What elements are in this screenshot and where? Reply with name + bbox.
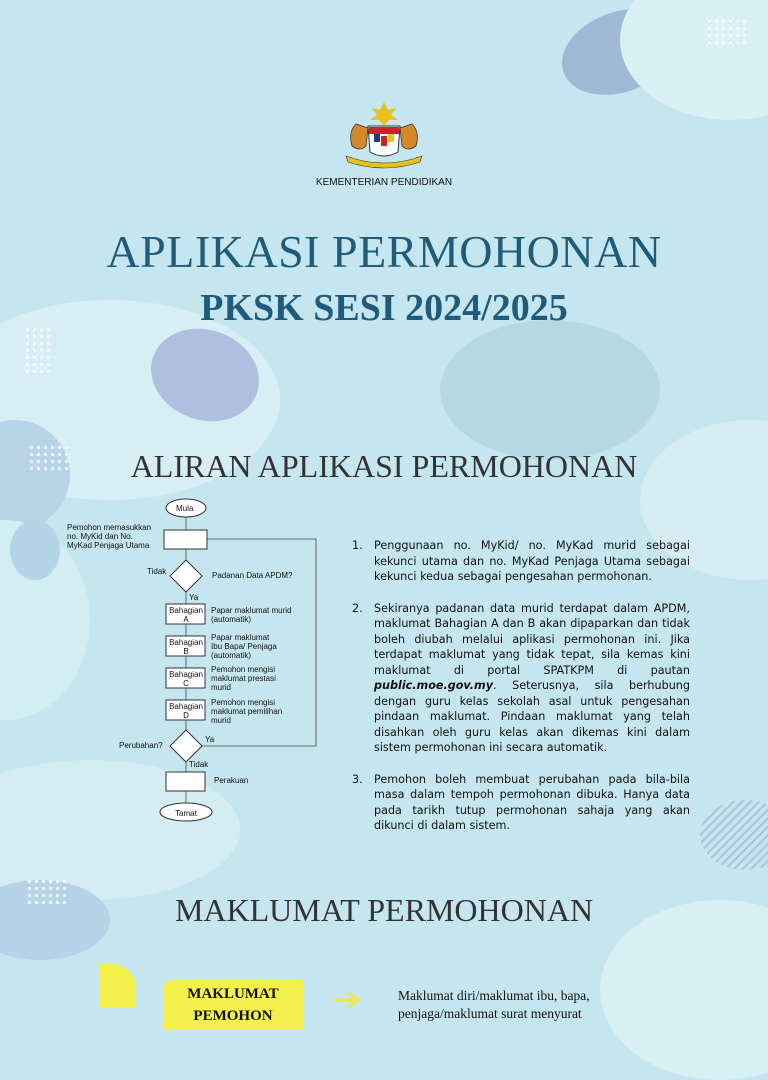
list-item: 3. Pemohon boleh membuat perubahan pada bila-bila masa dalam tempoh permohonan dibuka. Hanya data pada tarikh tutup permohonan sahaja yang akan dikunci di dalam sistem. xyxy=(352,772,690,832)
info-heading: MAKLUMAT PERMOHONAN xyxy=(174,892,594,928)
flow-section-c-note: Pemohon mengisi maklumat prestasi murid xyxy=(211,665,276,692)
coat-of-arms-icon xyxy=(338,100,430,170)
bg-dots xyxy=(24,326,54,376)
flow-decision-node xyxy=(170,560,202,592)
bg-stripes xyxy=(700,800,768,870)
flow-section-a: Bahagian A xyxy=(169,606,203,624)
bg-blob xyxy=(10,520,60,580)
flow-section-d-note: Pemohon mengisi maklumat pemilihan murid xyxy=(211,698,283,725)
flow-decision-node xyxy=(170,730,202,762)
flow-start-label: Mula xyxy=(176,504,194,513)
list-item: 1. Penggunaan no. MyKid/ no. MyKad murid sebagai kekunci utama dan no. MyKad Penjaga Utama sebagai kekunci kedua sebagai pengesahan permohonan. xyxy=(352,539,690,583)
flow-confirm-node xyxy=(166,772,205,791)
page-title: APLIKASI PERMOHONAN xyxy=(106,226,662,277)
flow-section-d: Bahagian D xyxy=(169,702,203,720)
flow-no-label: Tidak xyxy=(147,567,167,576)
highlight-fold xyxy=(100,964,136,1008)
flow-section-a-note: Papar maklumat murid (automatik) xyxy=(211,606,292,624)
flow-yes-label: Ya xyxy=(189,593,199,602)
flow-heading: ALIRAN APLIKASI PERMOHONAN xyxy=(130,448,638,484)
flow-section-b: Bahagian B xyxy=(169,638,203,656)
ministry-name: KEMENTERIAN PENDIDIKAN xyxy=(315,177,453,188)
flow-input-note: Pemohon memasukkan no. MyKid dan No. MyKad Penjaga Utama xyxy=(67,523,152,550)
portal-link[interactable]: public.moe.gov.my xyxy=(374,679,493,692)
applicant-info-tag: MAKLUMAT PEMOHON xyxy=(187,986,279,1024)
flow-decision-label: Padanan Data APDM? xyxy=(212,571,293,580)
flow-decision-label: Perubahan? xyxy=(119,741,163,750)
page-subtitle: PKSK SESI 2024/2025 xyxy=(200,287,568,329)
right-arrow-icon xyxy=(332,990,362,1010)
flow-steps-list xyxy=(352,538,690,850)
flow-input-node xyxy=(164,530,207,549)
applicant-info-description: Maklumat diri/maklumat ibu, bapa, penjaga/maklumat surat menyurat xyxy=(398,988,590,1021)
flow-end-label: Tamat xyxy=(175,809,197,818)
flow-section-b-note: Papar maklumat Ibu Bapa/ Penjaga (automatik) xyxy=(211,633,277,660)
flow-section-c: Bahagian C xyxy=(169,670,203,688)
flow-no-label: Tidak xyxy=(189,760,209,769)
list-item: 2. Sekiranya padanan data murid terdapat dalam APDM, maklumat Bahagian A dan B akan dipaparkan dan tidak boleh diubah melalui aplikasi permohonan ini. Jika terdapat maklumat yang tidak tepat, sila kemas kini maklumat di portal SPATKPM di pautan public.moe.gov.my. Seterusnya, sila berhubung dengan guru kelas sekolah asal untuk pengesahan pindaan maklumat. Pindaan maklumat yang telah disahkan oleh guru kelas akan dikemas kini dalam sistem permohonan ini secara automatik. xyxy=(352,601,690,754)
flow-confirm-label: Perakuan xyxy=(214,776,249,785)
bg-dots xyxy=(706,18,748,46)
flow-yes-label: Ya xyxy=(205,735,215,744)
bg-blob xyxy=(440,320,660,460)
